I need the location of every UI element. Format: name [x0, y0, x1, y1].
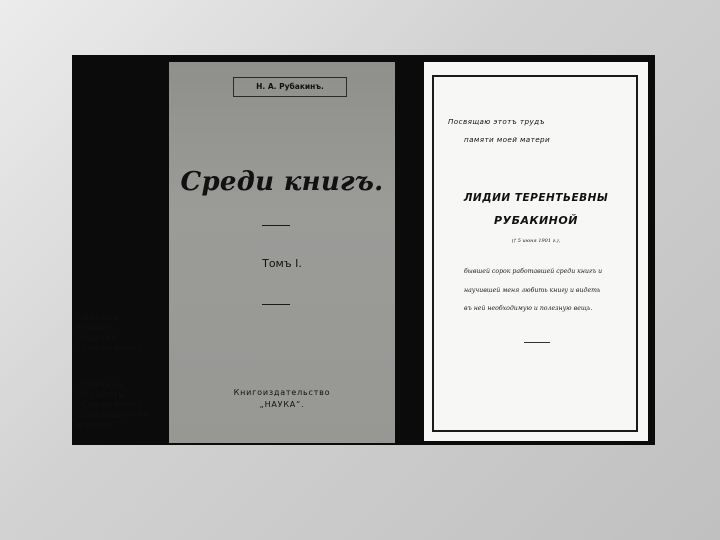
caption-line: второго: [77, 323, 115, 332]
dedication-page: [424, 62, 648, 441]
cover-title: Среди книгъ.: [180, 167, 384, 197]
caption-line: Страница: [77, 380, 123, 389]
caption-line: с посвящением: [77, 410, 150, 419]
publisher-line: „НАУКА“.: [259, 400, 305, 409]
caption-line: матери.: [77, 420, 115, 429]
page-frame: [432, 75, 638, 432]
cover-divider: [262, 225, 290, 226]
dedication-line: памяти моей матери: [464, 135, 551, 144]
dedication-line: Посвящаю этотъ трудъ: [448, 117, 545, 126]
cover-author: Н. А. Рубакинъ.: [233, 77, 347, 97]
caption-line: «Среди книг»: [77, 400, 143, 409]
dedication-paragraph-line: бывшей сорок работавшей среди книгъ и: [464, 268, 603, 275]
cover-divider: [262, 304, 290, 305]
dedication-date: († 5 июня 1901 г.),: [511, 238, 561, 244]
cover-publisher: [169, 387, 395, 411]
caption-cover: [77, 313, 167, 353]
caption-line: из работы: [77, 390, 126, 399]
page-divider: [524, 342, 550, 343]
dedication-paragraph-line: въ ней необходимую и полезную вещь.: [464, 305, 593, 312]
publisher-line: Книгоиздательство: [233, 388, 331, 397]
cover-volume: Томъ I.: [262, 257, 302, 270]
dedication-paragraph-line: научившей меня любить книгу и видеть: [464, 287, 601, 294]
caption-page: [77, 380, 167, 430]
caption-line: издания: [77, 333, 117, 342]
slide-panel: [72, 55, 655, 445]
dedication-surname: РУБАКИНОЙ: [494, 214, 578, 227]
book-cover: [169, 62, 395, 443]
caption-line: Сбложка: [77, 313, 119, 322]
caption-line: «Среди книг»: [77, 343, 143, 352]
dedication-name: ЛИДИИ ТЕРЕНТЬЕВНЫ: [463, 192, 609, 204]
